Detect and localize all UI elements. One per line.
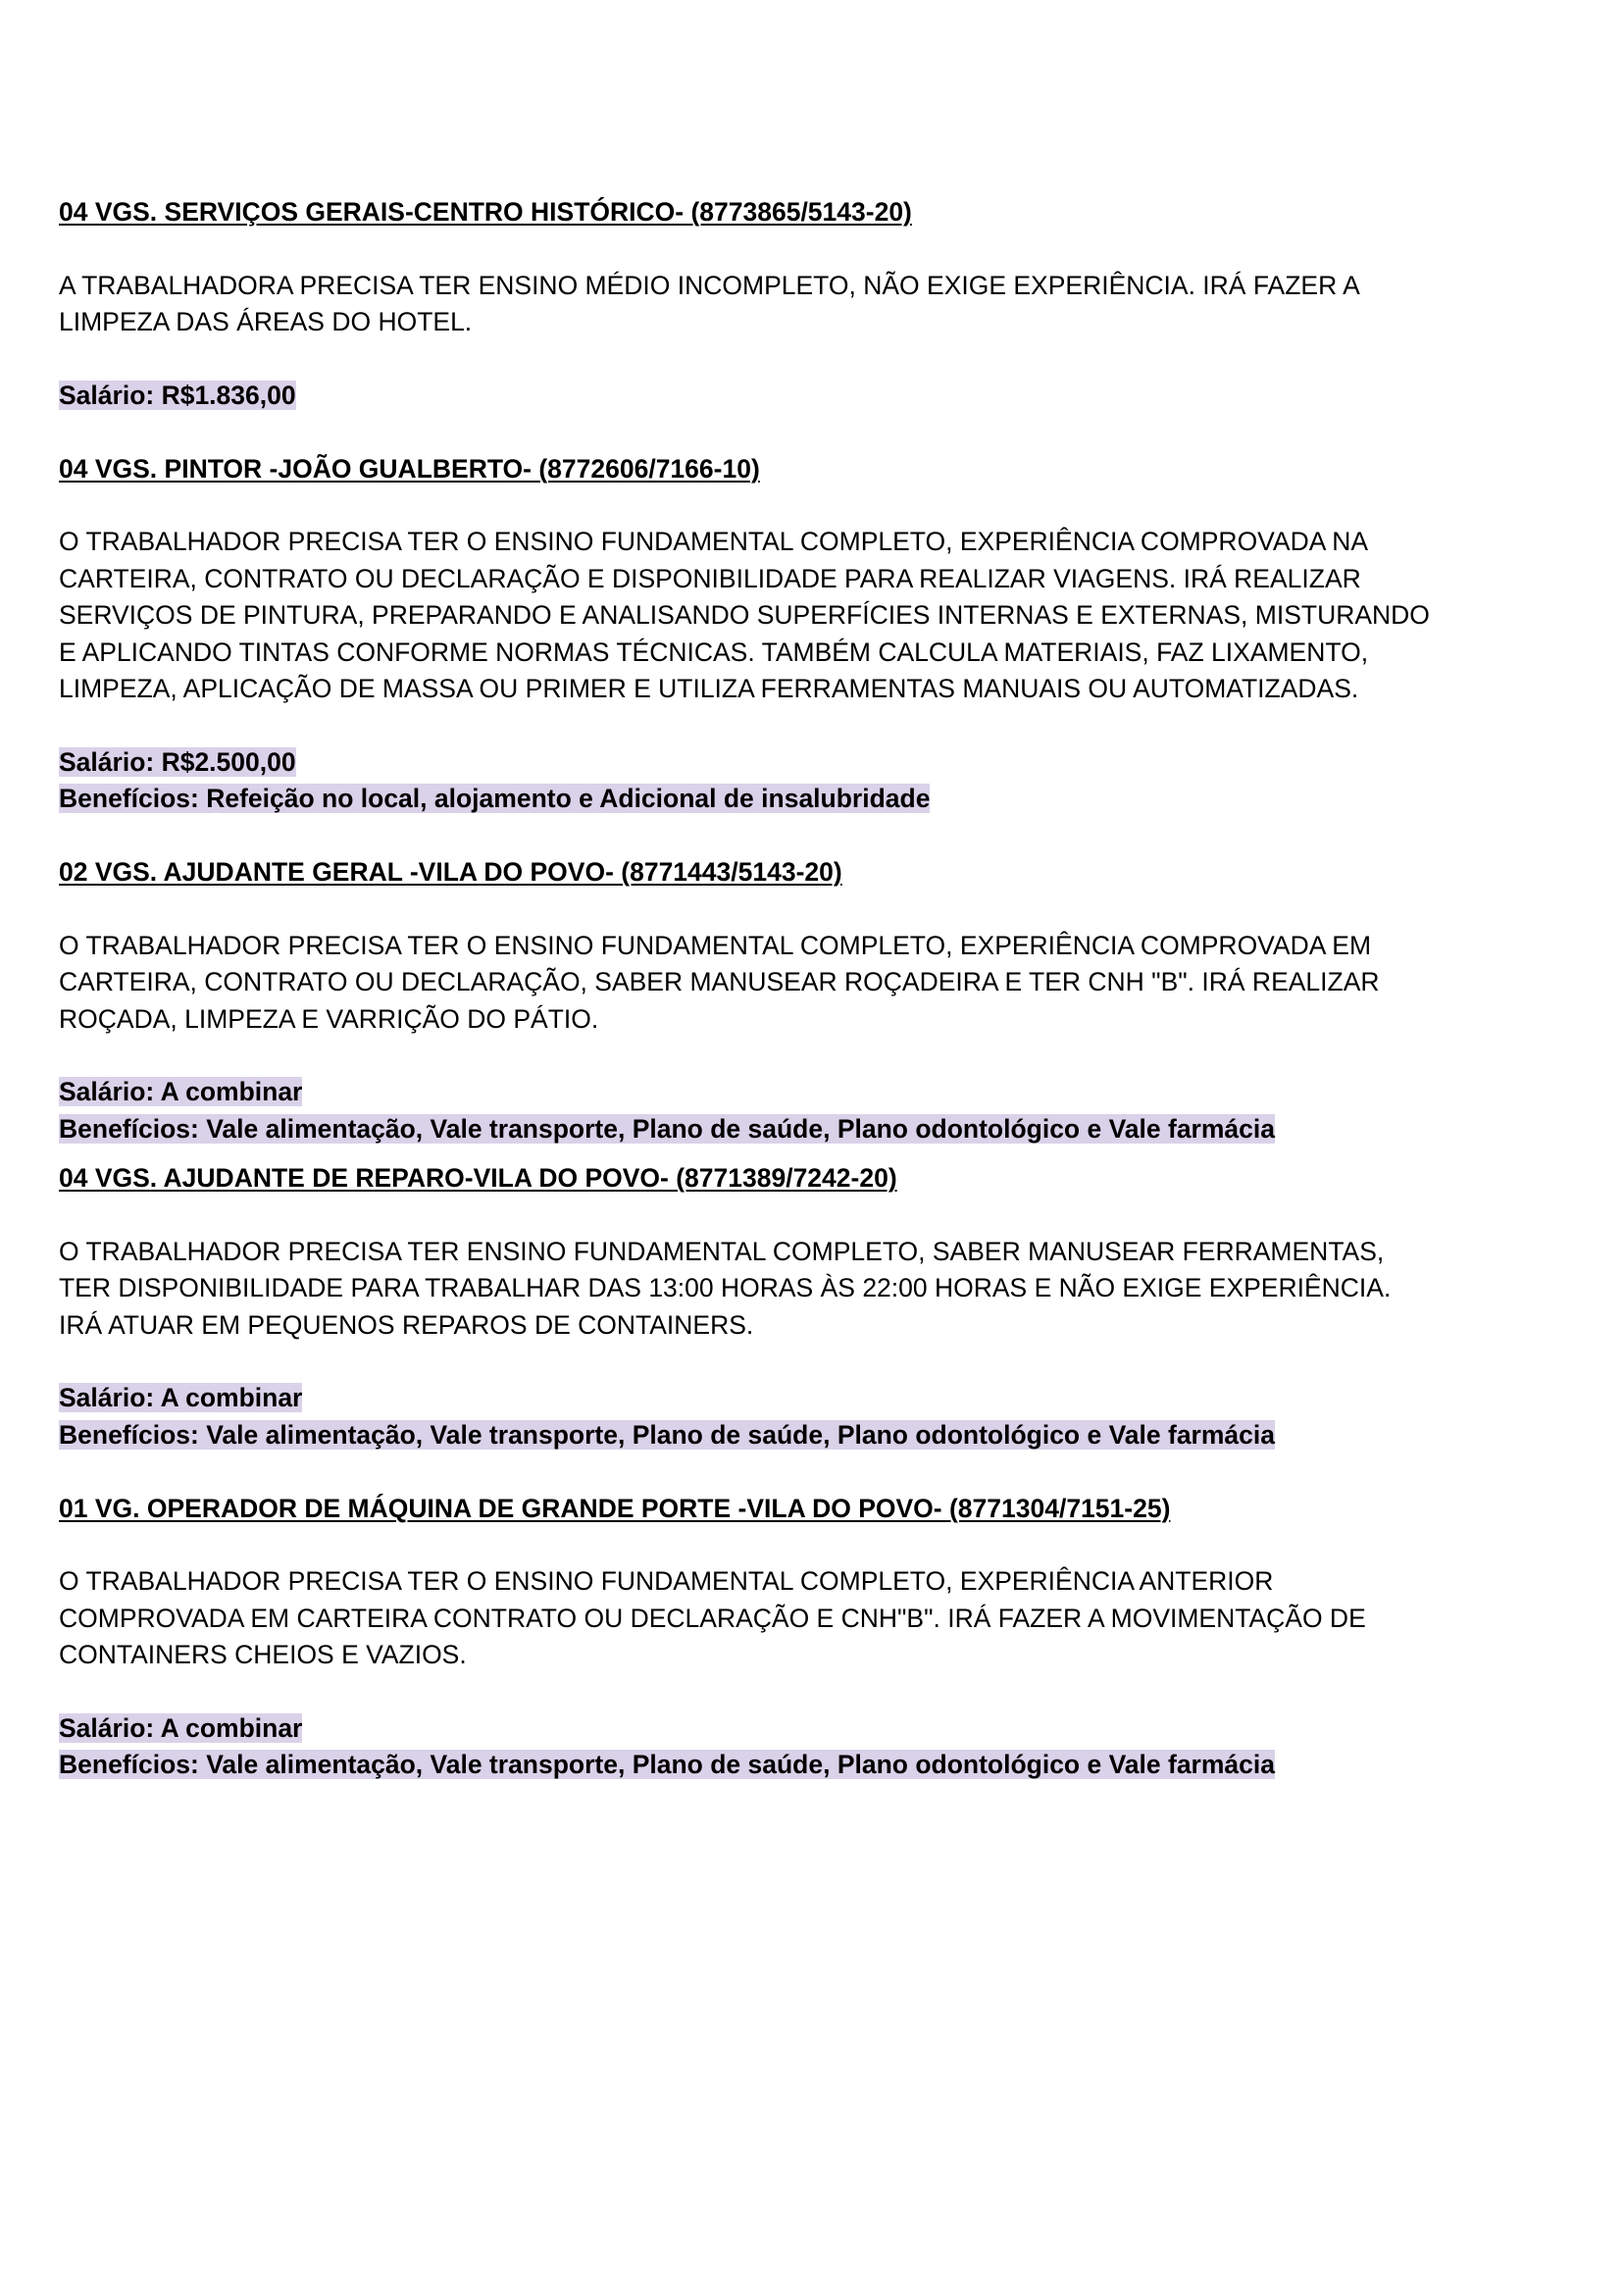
job-salary: Salário: R$1.836,00 — [59, 380, 296, 410]
job-salary: Salário: A combinar — [59, 1077, 303, 1106]
job-title: 01 VG. OPERADOR DE MÁQUINA DE GRANDE PORTE -VILA DO POVO- (8771304/7151-25) — [59, 1493, 1171, 1523]
job-listing-ajudante-geral — [59, 854, 1530, 1160]
job-listing-servicos-gerais — [59, 194, 1530, 451]
job-listing-ajudante-de-reparo — [59, 1160, 1530, 1491]
job-listing-operador-de-maquina — [59, 1491, 1530, 1784]
job-description: A TRABALHADORA PRECISA TER ENSINO MÉDIO INCOMPLETO, NÃO EXIGE EXPERIÊNCIA. IRÁ FAZER A LIMPEZA DAS ÁREAS DO HOTEL. — [59, 270, 1360, 336]
job-salary: Salário: R$2.500,00 — [59, 746, 296, 777]
document-page — [59, 194, 1530, 1784]
job-description: O TRABALHADOR PRECISA TER O ENSINO FUNDAMENTAL COMPLETO, EXPERIÊNCIA ANTERIOR COMPROVADA EM CARTEIRA CONTRATO OU DECLARAÇÃO E CNH"B". IRÁ FAZER A MOVIMENTAÇÃO DE CONTAINERS CHEIOS E VAZIOS. — [59, 1566, 1366, 1669]
job-salary: Salário: A combinar — [59, 1383, 303, 1412]
job-description: O TRABALHADOR PRECISA TER O ENSINO FUNDAMENTAL COMPLETO, EXPERIÊNCIA COMPROVADA EM CARTEIRA, CONTRATO OU DECLARAÇÃO, SABER MANUSEAR ROÇADEIRA E TER CNH "B". IRÁ REALIZAR ROÇADA, LIMPEZA E VARRIÇÃO DO PÁTIO. — [59, 930, 1380, 1034]
job-title: 02 VGS. AJUDANTE GERAL -VILA DO POVO- (8771443/5143-20) — [59, 857, 842, 887]
job-salary: Salário: A combinar — [59, 1712, 303, 1743]
job-benefits: Benefícios: Vale alimentação, Vale transporte, Plano de saúde, Plano odontológico e Vale farmácia — [59, 1750, 1276, 1779]
job-description: O TRABALHADOR PRECISA TER ENSINO FUNDAMENTAL COMPLETO, SABER MANUSEAR FERRAMENTAS, TER DISPONIBILIDADE PARA TRABALHAR DAS 13:00 HORAS ÀS 22:00 HORAS E NÃO EXIGE EXPERIÊNCIA. IRÁ ATUAR EM PEQUENOS REPAROS DE CONTAINERS. — [59, 1236, 1392, 1340]
job-benefits: Benefícios: Refeição no local, alojamento e Adicional de insalubridade — [59, 784, 931, 813]
job-title: 04 VGS. PINTOR -JOÃO GUALBERTO- (8772606/7166-10) — [59, 453, 760, 484]
job-title: 04 VGS. SERVIÇOS GERAIS-CENTRO HISTÓRICO- (8773865/5143-20) — [59, 197, 912, 227]
job-description: O TRABALHADOR PRECISA TER O ENSINO FUNDAMENTAL COMPLETO, EXPERIÊNCIA COMPROVADA NA CARTEIRA, CONTRATO OU DECLARAÇÃO E DISPONIBILIDADE PARA REALIZAR VIAGENS. IRÁ REALIZAR SERVIÇOS DE PINTURA, PREPARANDO E ANALISANDO SUPERFÍCIES INTERNAS E EXTERNAS, MISTURANDO E APLICANDO TINTAS CONFORME NORMAS TÉCNICAS. TAMBÉM CALCULA MATERIAIS, FAZ LIXAMENTO, LIMPEZA, APLICAÇÃO DE MASSA OU PRIMER E UTILIZA FERRAMENTAS MANUAIS OU AUTOMATIZADAS. — [59, 527, 1430, 703]
job-title: 04 VGS. AJUDANTE DE REPARO-VILA DO POVO- (8771389/7242-20) — [59, 1163, 897, 1193]
job-listing-pintor — [59, 451, 1530, 855]
job-benefits: Benefícios: Vale alimentação, Vale transporte, Plano de saúde, Plano odontológico e Vale farmácia — [59, 1419, 1276, 1450]
job-benefits: Benefícios: Vale alimentação, Vale transporte, Plano de saúde, Plano odontológico e Vale farmácia — [59, 1113, 1276, 1144]
